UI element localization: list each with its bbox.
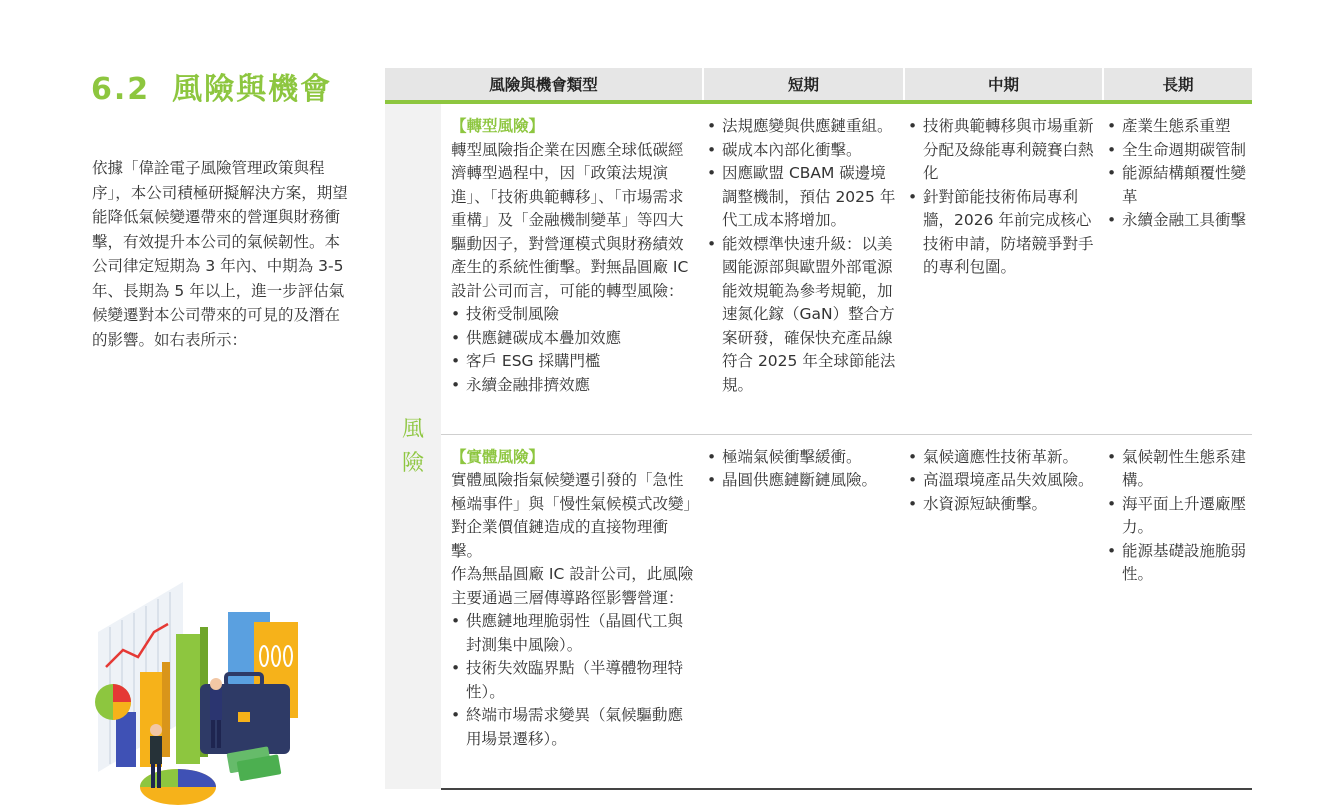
list-item: • 永續金融排擠效應 [451, 374, 695, 398]
long-term-list [1107, 446, 1248, 587]
transition-risk-cell [441, 102, 703, 434]
physical-risk-cell [441, 434, 703, 789]
list-item: • 客戶 ESG 採購門檻 [451, 350, 695, 374]
list-item: • 產業生態系重塑 [1107, 115, 1248, 139]
risk-description: 實體風險指氣候變遷引發的「急性極端事件」與「慢性氣候模式改變」對企業價值鏈造成的直接物理衝擊。 [451, 471, 692, 560]
list-item: • 技術受制風險 [451, 303, 695, 327]
long-term-cell [1103, 102, 1252, 434]
list-item: • 高溫環境產品失效風險。 [908, 469, 1099, 493]
section-title-text: 風險與機會 [172, 72, 333, 107]
list-item: • 能源基礎設施脆弱性。 [1107, 540, 1248, 587]
short-term-list [707, 115, 900, 397]
category-char: 險 [401, 450, 424, 476]
list-item: • 技術失效臨界點（半導體物理特性）。 [451, 657, 695, 704]
list-item: • 因應歐盟 CBAM 碳邊境調整機制，預估 2025 年代工成本將增加。 [707, 162, 900, 233]
header-long-term: 長期 [1103, 68, 1252, 102]
list-item: • 永續金融工具衝擊 [1107, 209, 1248, 233]
risk-description: 轉型風險指企業在因應全球低碳經濟轉型過程中，因「政策法規演進」、「技術典範轉移」、「市場需求重構」及「金融機制變革」等四大驅動因子，對營運模式與財務績效產生的系統性衝擊。對無晶圓廠 IC 設計公司而言，可能的轉型風險： [451, 140, 689, 300]
list-item: • 碳成本內部化衝擊。 [707, 139, 900, 163]
section-number: 6.2 [91, 72, 151, 107]
short-term-list [707, 446, 900, 493]
table-row [385, 102, 1252, 434]
risk-item-list [451, 303, 695, 397]
short-term-cell [703, 434, 904, 789]
business-finance-illustration [88, 572, 318, 810]
header-type: 風險與機會類型 [385, 68, 703, 102]
list-item: • 供應鏈地理脆弱性（晶圓代工與封測集中風險）。 [451, 610, 695, 657]
list-item: • 海平面上升遷廠壓力。 [1107, 493, 1248, 540]
list-item: • 技術典範轉移與市場重新分配及綠能專利競賽白熱化 [908, 115, 1099, 186]
long-term-cell [1103, 434, 1252, 789]
mid-term-cell [904, 434, 1103, 789]
short-term-cell [703, 102, 904, 434]
mid-term-list [908, 115, 1099, 280]
risk-type-label: 【轉型風險】 [451, 117, 545, 135]
header-mid-term: 中期 [904, 68, 1103, 102]
risk-item-list [451, 610, 695, 751]
risk-description-2: 作為無晶圓廠 IC 設計公司，此風險主要通過三層傳導路徑影響營運： [451, 565, 694, 607]
category-char: 風 [401, 416, 424, 442]
header-short-term: 短期 [703, 68, 904, 102]
intro-paragraph: 依據「偉詮電子風險管理政策與程序」，本公司積極研擬解決方案，期望能降低氣候變遷帶來的營運與財務衝擊，有效提升本公司的氣候韌性。本公司律定短期為 3 年內、中期為 3-5 年、長期為 5 年以上，進一步評估氣候變遷對本公司帶來的可見的及潛在的影響。如右表所示： [92, 159, 348, 349]
mid-term-cell [904, 102, 1103, 434]
list-item: • 能源結構顛覆性變革 [1107, 162, 1248, 209]
list-item: • 終端市場需求變異（氣候驅動應用場景遷移）。 [451, 704, 695, 751]
list-item: • 水資源短缺衝擊。 [908, 493, 1099, 517]
table-header-row [385, 68, 1252, 102]
list-item: • 晶圓供應鏈斷鏈風險。 [707, 469, 900, 493]
section-title [91, 64, 332, 108]
list-item: • 氣候韌性生態系建構。 [1107, 446, 1248, 493]
list-item: • 氣候適應性技術革新。 [908, 446, 1099, 470]
list-item: • 能效標準快速升級：以美國能源部與歐盟外部電源能效規範為參考規範，加速氮化鎵（GaN）整合方案研發，確保快充產品線符合 2025 年全球節能法規。 [707, 233, 900, 398]
list-item: • 針對節能技術佈局專利牆，2026 年前完成核心技術申請，防堵競爭對手的專利包圍。 [908, 186, 1099, 280]
list-item: • 法規應變與供應鏈重組。 [707, 115, 900, 139]
long-term-list [1107, 115, 1248, 233]
table-row [385, 434, 1252, 789]
list-item: • 供應鏈碳成本疊加效應 [451, 327, 695, 351]
list-item: • 極端氣候衝擊緩衝。 [707, 446, 900, 470]
risk-type-label: 【實體風險】 [451, 447, 545, 466]
list-item: • 全生命週期碳管制 [1107, 139, 1248, 163]
risk-opportunity-table [385, 68, 1252, 790]
risk-category-cell [385, 102, 441, 789]
mid-term-list [908, 446, 1099, 517]
